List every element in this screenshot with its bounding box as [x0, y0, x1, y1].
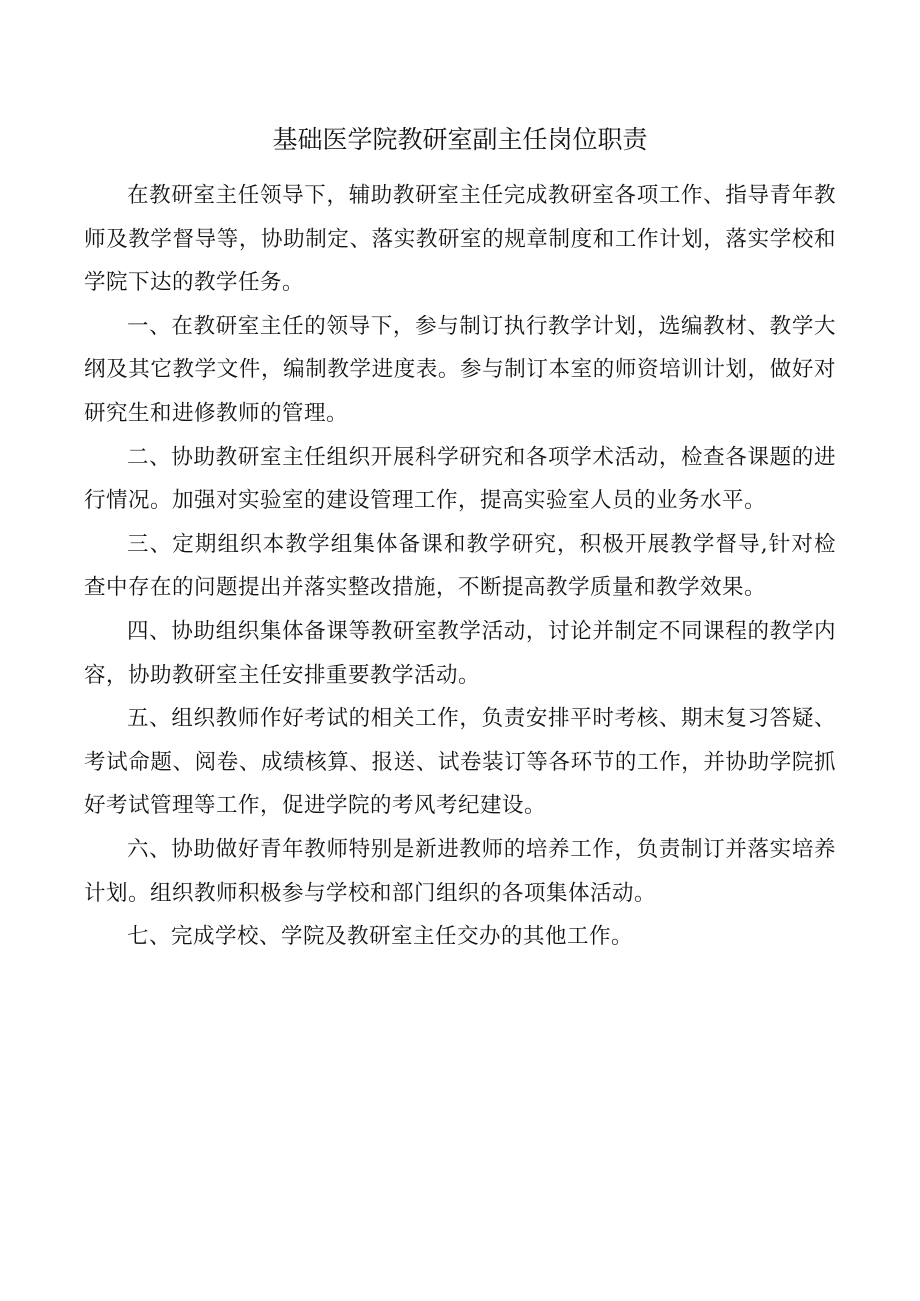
duty-item-3: 三、定期组织本教学组集体备课和教学研究，积极开展教学督导,针对检查中存在的问题提出并落实整改措施，不断提高教学质量和教学效果。	[84, 531, 836, 601]
duty-item-6: 六、协助做好青年教师特别是新进教师的培养工作，负责制订并落实培养计划。组织教师积极参与学校和部门组织的各项集体活动。	[84, 836, 836, 906]
duty-item-5: 五、组织教师作好考试的相关工作，负责安排平时考核、期末复习答疑、考试命题、阅卷、成绩核算、报送、试卷装订等各环节的工作，并协助学院抓好考试管理等工作，促进学院的考风考纪建设。	[84, 706, 836, 819]
intro-paragraph: 在教研室主任领导下，辅助教研室主任完成教研室各项工作、指导青年教师及教学督导等，协助制定、落实教研室的规章制度和工作计划，落实学校和学院下达的教学任务。	[84, 183, 836, 296]
document-title: 基础医学院教研室副主任岗位职责	[272, 125, 648, 154]
duty-item-7: 七、完成学校、学院及教研室主任交办的其他工作。	[127, 924, 634, 950]
duty-item-1: 一、在教研室主任的领导下，参与制订执行教学计划，选编教材、教学大纲及其它教学文件，编制教学进度表。参与制订本室的师资培训计划，做好对研究生和进修教师的管理。	[84, 313, 836, 426]
duty-item-2: 二、协助教研室主任组织开展科学研究和各项学术活动，检查各课题的进行情况。加强对实验室的建设管理工作，提高实验室人员的业务水平。	[84, 444, 836, 514]
duty-item-4: 四、协助组织集体备课等教研室教学活动，讨论并制定不同课程的教学内容，协助教研室主任安排重要教学活动。	[84, 618, 836, 688]
document-body	[84, 174, 836, 959]
